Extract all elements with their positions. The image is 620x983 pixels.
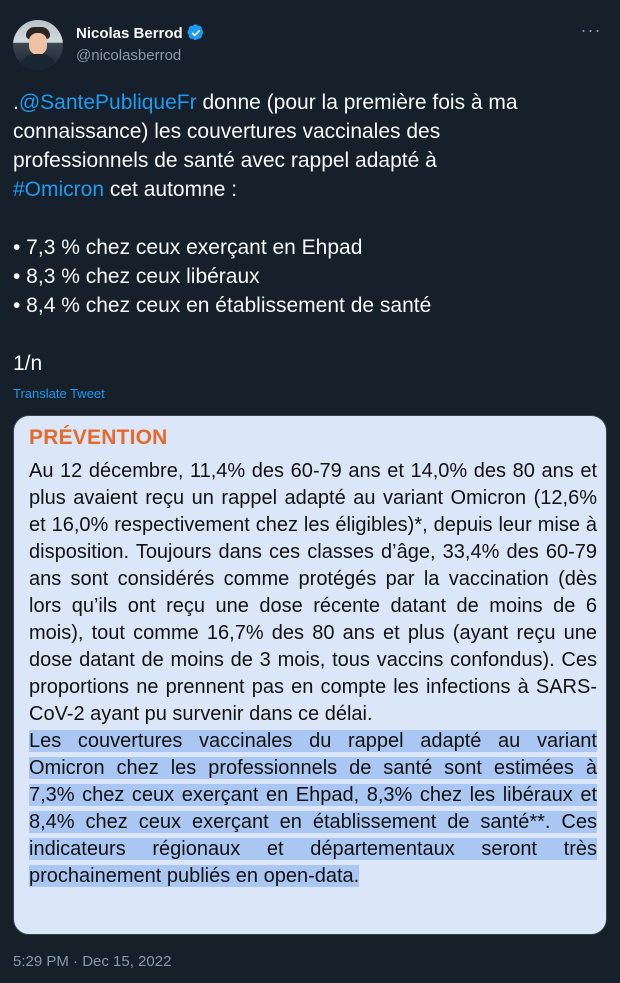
tweet-timestamp[interactable]: 5:29 PM · Dec 15, 2022 [13, 953, 172, 970]
verified-badge-icon [187, 24, 205, 42]
more-options-icon[interactable]: ··· [580, 20, 602, 40]
document-excerpt [29, 424, 597, 890]
mention-link[interactable]: @SantePubliqueFr [18, 91, 197, 114]
attached-image[interactable] [13, 415, 607, 935]
highlighted-paragraph: Les couvertures vaccinales du rappel adapté au variant Omicron chez les professionnels de santé sont estimées à 7,3% chez ceux exerçant en Ehpad, 8,3% chez les libéraux et 8,4% chez ceux exerçant en établissement de santé**. Ces indicateurs régionaux et départementaux seront très prochainement publiés en open-data. [29, 730, 597, 887]
document-paragraph: Au 12 décembre, 11,4% des 60-79 ans et 14,0% des 80 ans et plus avaient reçu un rappel adapté au variant Omicron (12,6% et 16,0% respectivement chez les éligibles)*, depuis leur mise à disposition. Toujours dans ces classes d’âge, 33,4% des 60-79 ans sont considérés comme protégés par la vaccination (dès lors qu’ils ont reçu une dose récente datant de moins de 6 mois), tout comme 16,7% des 80 ans et plus (ayant reçu une dose datant de moins de 3 mois, tous vaccins confondus). Ces proportions ne prennent pas en compte les infections à SARS-CoV-2 ayant pu survenir dans ce délai. [29, 460, 597, 725]
tweet-line-2: connaissance) les couvertures vaccinales des [13, 120, 441, 143]
author-handle[interactable]: @nicolasberrod [76, 47, 182, 64]
tweet-header [13, 20, 607, 70]
tweet-text [13, 88, 603, 378]
author-name[interactable]: Nicolas Berrod [76, 24, 183, 42]
tweet-line-4: #Omicron cet automne : [13, 178, 238, 201]
bullet-item: • 7,3 % chez ceux exerçant en Ehpad [13, 236, 363, 259]
tweet-line-3: professionnels de santé avec rappel adapté à [13, 149, 437, 172]
thread-marker: 1/n [13, 352, 43, 375]
document-title: PRÉVENTION [29, 426, 168, 449]
document-body [29, 458, 597, 890]
translate-tweet-link[interactable]: Translate Tweet [13, 386, 105, 401]
avatar[interactable] [13, 20, 63, 70]
tweet-line-1: .@SantePubliqueFr donne (pour la première fois à ma [13, 91, 518, 114]
bullet-item: • 8,4 % chez ceux en établissement de santé [13, 294, 432, 317]
author-name-row[interactable] [76, 24, 205, 42]
bullet-item: • 8,3 % chez ceux libéraux [13, 265, 260, 288]
hashtag-link[interactable]: #Omicron [13, 178, 105, 201]
